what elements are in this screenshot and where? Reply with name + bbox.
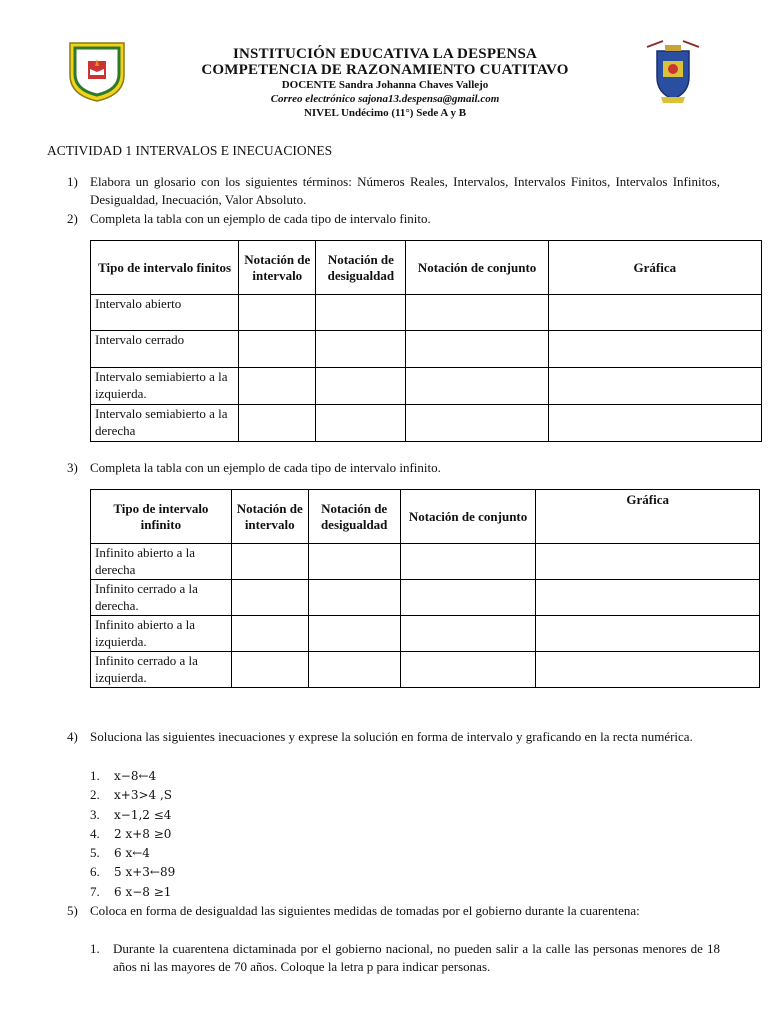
table-cell[interactable] xyxy=(231,580,308,616)
table-cell[interactable] xyxy=(316,295,406,331)
list-item: 6. 5 x+3←89 xyxy=(90,864,176,880)
table-cell[interactable] xyxy=(548,368,761,405)
column-header: Gráfica xyxy=(536,490,760,544)
item-text: Completa la tabla con un ejemplo de cada tipo de intervalo finito. xyxy=(90,211,431,226)
table-cell[interactable] xyxy=(548,405,761,442)
crest-logo xyxy=(643,37,703,105)
list-item: 4. 2 x+8 ≥0 xyxy=(90,825,172,841)
column-header: Notación de intervalo xyxy=(239,241,316,295)
table-cell[interactable] xyxy=(308,580,400,616)
inequalities-list xyxy=(90,766,175,901)
item-text: Coloca en forma de desigualdad las siguientes medidas de tomadas por el gobierno durante la cuarentena: xyxy=(90,903,640,918)
list-item: 7. 6 x−8 ≥1 xyxy=(90,883,172,899)
level-info: NIVEL Undécimo (11°) Sede A y B xyxy=(303,107,467,119)
list-item: 1. x−8←4 xyxy=(90,768,157,783)
infinite-intervals-table xyxy=(90,489,760,688)
inequality-expression: 6 x−8 ≥1 xyxy=(114,884,172,899)
column-header: Notación de desigualdad xyxy=(308,490,400,544)
table-cell[interactable] xyxy=(239,295,316,331)
item-number: 3) xyxy=(67,460,78,475)
column-header: Notación de intervalo xyxy=(231,490,308,544)
item-number: 5) xyxy=(67,903,78,918)
table-cell[interactable] xyxy=(316,405,406,442)
finite-intervals-table xyxy=(90,240,762,442)
list-item: 5. 6 x←4 xyxy=(90,845,150,861)
row-label: Infinito abierto a la derecha xyxy=(91,544,232,580)
table-cell[interactable] xyxy=(536,616,760,652)
row-label: Infinito abierto a la izquierda. xyxy=(91,616,232,652)
table-cell[interactable] xyxy=(308,652,400,688)
inequality-expression: x−8←4 xyxy=(114,769,157,783)
table-cell[interactable] xyxy=(308,544,400,580)
table-cell[interactable] xyxy=(400,616,536,652)
table-cell[interactable] xyxy=(400,544,536,580)
list-item: 2. x+3>4 ,S xyxy=(90,787,172,803)
row-label: Intervalo abierto xyxy=(91,295,239,331)
table-cell[interactable] xyxy=(239,405,316,442)
table-cell[interactable] xyxy=(536,580,760,616)
column-header: Notación de conjunto xyxy=(400,490,536,544)
column-header: Gráfica xyxy=(548,241,761,295)
table-cell[interactable] xyxy=(406,295,548,331)
table-cell[interactable] xyxy=(400,652,536,688)
item-text: Completa la tabla con un ejemplo de cada tipo de intervalo infinito. xyxy=(90,460,441,475)
table-cell[interactable] xyxy=(548,295,761,331)
table-cell[interactable] xyxy=(536,544,760,580)
item-text: Elabora un glosario con los siguientes términos: Números Reales, Intervalos, Intervalos Finitos, Intervalos Infinitos, Desigualdad, Inecuación, Valor Absoluto. xyxy=(90,174,720,207)
table-cell[interactable] xyxy=(316,368,406,405)
table-cell[interactable] xyxy=(548,331,761,368)
column-header: Tipo de intervalo infinito xyxy=(91,490,232,544)
table-cell[interactable] xyxy=(239,368,316,405)
teacher-email: Correo electrónico sajona13.despensa@gmail.com xyxy=(270,93,500,105)
table-cell[interactable] xyxy=(400,580,536,616)
list-item: 3. x−1,2 ≤4 xyxy=(90,806,172,822)
item-number: 1) xyxy=(67,174,78,189)
item-text: Soluciona las siguientes inecuaciones y exprese la solución en forma de intervalo y graficando en la recta numérica. xyxy=(90,729,693,744)
column-header: Notación de desigualdad xyxy=(316,241,406,295)
document-header xyxy=(150,46,620,120)
table-cell[interactable] xyxy=(231,616,308,652)
institution-name: INSTITUCIÓN EDUCATIVA LA DESPENSA xyxy=(232,46,538,62)
subitem-number: 1. xyxy=(90,941,100,956)
table-cell[interactable] xyxy=(536,652,760,688)
table-cell[interactable] xyxy=(316,331,406,368)
table-cell[interactable] xyxy=(406,405,548,442)
teacher-name: DOCENTE Sandra Johanna Chaves Vallejo xyxy=(281,79,489,91)
column-header: Notación de conjunto xyxy=(406,241,548,295)
item-number: 4) xyxy=(67,729,78,744)
table-cell[interactable] xyxy=(239,331,316,368)
table-cell[interactable] xyxy=(406,368,548,405)
row-label: Intervalo cerrado xyxy=(91,331,239,368)
competence-title: COMPETENCIA DE RAZONAMIENTO CUATITAVO xyxy=(201,62,569,78)
activity-title: ACTIVIDAD 1 INTERVALOS E INECUACIONES xyxy=(47,143,333,158)
table-cell[interactable] xyxy=(406,331,548,368)
inequality-expression: x+3>4 ,S xyxy=(114,788,172,803)
inequality-expression: 6 x←4 xyxy=(114,846,150,861)
school-shield-logo xyxy=(64,37,130,103)
row-label: Infinito cerrado a la izquierda. xyxy=(91,652,232,688)
row-label: Infinito cerrado a la derecha. xyxy=(91,580,232,616)
inequality-expression: x−1,2 ≤4 xyxy=(114,807,172,822)
table-cell[interactable] xyxy=(308,616,400,652)
table-cell[interactable] xyxy=(231,652,308,688)
item-number: 2) xyxy=(67,211,78,226)
inequality-expression: 5 x+3←89 xyxy=(114,865,176,880)
column-header: Tipo de intervalo finitos xyxy=(91,241,239,295)
inequality-expression: 2 x+8 ≥0 xyxy=(114,826,172,841)
row-label: Intervalo semiabierto a la izquierda. xyxy=(91,368,239,405)
row-label: Intervalo semiabierto a la derecha xyxy=(91,405,239,442)
table-cell[interactable] xyxy=(231,544,308,580)
subitem-text: Durante la cuarentena dictaminada por el gobierno nacional, no pueden salir a la calle las personas menores de 18 años ni las mayores de 70 años. Coloque la letra p para indicar personas. xyxy=(113,941,720,974)
